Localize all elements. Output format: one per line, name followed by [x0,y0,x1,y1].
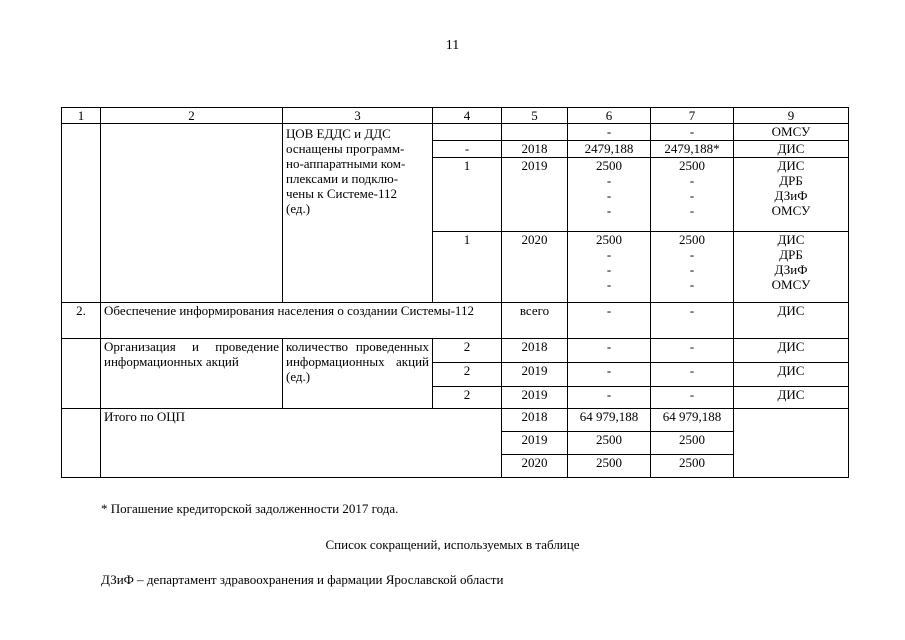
cell-line: ДРБ [779,247,803,262]
cell-line: - [606,262,612,277]
program-table [61,107,849,478]
footnote: * Погашение кредиторской задолженности 2017 года. [101,501,399,516]
cell: 64 979,188 [568,409,651,432]
cell: 2500 [651,432,734,455]
cell: - [568,124,651,141]
cell: ДИС [734,303,849,339]
activity-cell: Организация и проведение информационных акций [101,339,283,409]
total-label: Итого по ОЦП [101,409,502,478]
table-row [62,124,849,141]
cell-line: - [689,262,695,277]
empty-cell [62,124,101,303]
cell: 2 [433,339,502,363]
cell: - [651,339,734,363]
total-row [62,409,849,432]
cell: ДИС [734,363,849,387]
indicator-line: но-аппаратными ком- [286,156,406,171]
cell: 2018 [502,141,568,158]
cell: ОМСУ [734,124,849,141]
cell: 64 979,188 [651,409,734,432]
cell-line: - [606,247,612,262]
cell-line: 2500 [596,158,622,173]
cell-line: ДЗиФ [774,188,808,203]
cell: ДИС [734,387,849,409]
empty-cell [62,409,101,478]
indicator-cell: количество проведенных информационных акций (ед.) [283,339,433,409]
cell-line: 2500 [679,158,705,173]
cell: 2479,188* [651,141,734,158]
cell-line: ДИС [777,232,805,247]
section-title: Обеспечение информирования населения о создании Системы-112 [101,303,502,339]
cell: 1 [433,232,502,303]
cell: ДИС [734,339,849,363]
cell: 2500 [568,432,651,455]
section-row [62,303,849,339]
cell-line: 2500 [679,232,705,247]
cell: 2 [433,387,502,409]
cell-line: ОМСУ [771,203,811,218]
cell [734,158,849,232]
cell: 2020 [502,455,568,478]
table-row [62,339,849,363]
indicator-line: чены к Системе-112 [286,186,398,201]
section-number: 2. [62,303,101,339]
header-cell: 6 [568,108,651,124]
cell: ДИС [734,141,849,158]
cell: - [651,363,734,387]
indicator-cell [283,124,433,303]
header-cell: 2 [101,108,283,124]
cell-line: - [606,277,612,292]
cell: - [651,387,734,409]
cell-line: ДРБ [779,173,803,188]
empty-cell [62,339,101,409]
cell: - [651,124,734,141]
header-cell: 5 [502,108,568,124]
cell: 2019 [502,432,568,455]
cell-line: 2500 [596,232,622,247]
cell-line: ДИС [777,158,805,173]
cell-line: ОМСУ [771,277,811,292]
cell [568,158,651,232]
cell-line: - [689,173,695,188]
cell [734,232,849,303]
cell: 1 [433,158,502,232]
cell: 2500 [568,455,651,478]
page-number: 11 [445,38,460,53]
cell [502,124,568,141]
header-cell: 3 [283,108,433,124]
header-cell: 1 [62,108,101,124]
cell: 2 [433,363,502,387]
abbreviation-item: ДЗиФ – департамент здравоохранения и фармации Ярославской области [101,572,504,587]
empty-cell [734,409,849,478]
empty-cell [101,124,283,303]
cell: - [568,387,651,409]
cell: 2018 [502,339,568,363]
cell: - [568,363,651,387]
cell: - [568,303,651,339]
cell-line: ДЗиФ [774,262,808,277]
header-cell: 7 [651,108,734,124]
cell: всего [502,303,568,339]
cell: - [568,339,651,363]
cell: 2019 [502,158,568,232]
cell: - [433,141,502,158]
cell: - [651,303,734,339]
header-cell: 4 [433,108,502,124]
header-cell: 9 [734,108,849,124]
cell-line: - [689,203,695,218]
cell: 2018 [502,409,568,432]
cell-line: - [606,173,612,188]
cell [568,232,651,303]
indicator-line: ЦОВ ЕДДС и ДДС [286,126,391,141]
cell-line: - [606,188,612,203]
cell: 2019 [502,387,568,409]
cell [651,232,734,303]
cell-line: - [606,203,612,218]
cell: 2020 [502,232,568,303]
cell-line: - [689,188,695,203]
cell-line: - [689,247,695,262]
header-row [62,108,849,124]
cell [433,124,502,141]
cell: 2500 [651,455,734,478]
cell: 2479,188 [568,141,651,158]
indicator-line: плексами и подклю- [286,171,399,186]
indicator-line: оснащены программ- [286,141,405,156]
cell: 2019 [502,363,568,387]
abbreviations-title: Список сокращений, используемых в таблице [325,537,580,552]
cell-line: - [689,277,695,292]
cell [651,158,734,232]
indicator-line: (ед.) [286,201,311,216]
